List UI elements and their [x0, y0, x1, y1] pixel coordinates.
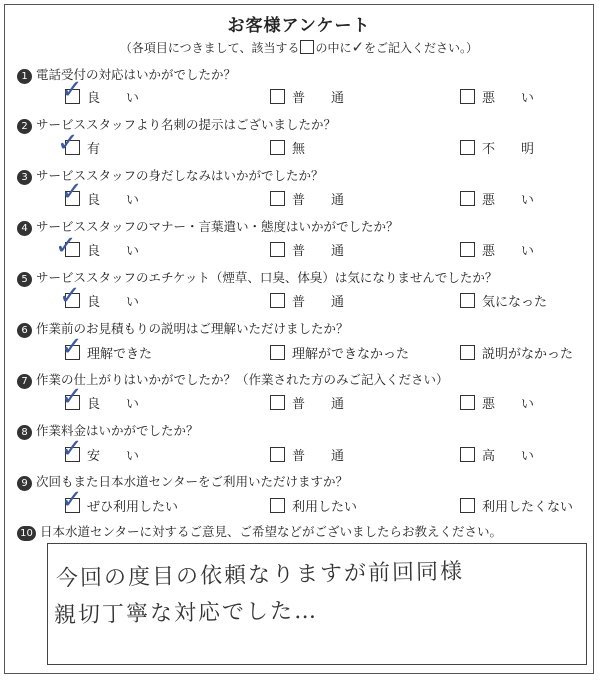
checkbox[interactable] — [270, 293, 285, 308]
checkbox[interactable] — [270, 242, 285, 257]
form-title: お客様アンケート — [227, 16, 371, 36]
checkbox[interactable] — [65, 395, 80, 410]
option-q3-average[interactable]: 普 通 — [270, 189, 344, 208]
option-q1-good[interactable]: 良 い — [65, 87, 139, 106]
checkbox[interactable] — [460, 447, 475, 462]
question-number-badge: 3 — [17, 170, 32, 185]
handwritten-check-icon: ✓ — [57, 128, 79, 158]
option-q5-average[interactable]: 普 通 — [270, 291, 344, 310]
option-q5-bothered[interactable]: 気になった — [460, 291, 547, 310]
checkbox[interactable] — [270, 498, 285, 513]
option-q8-cheap[interactable]: 安 い — [65, 445, 139, 464]
checkbox[interactable] — [270, 447, 285, 462]
option-q2-yes[interactable]: 有 — [65, 138, 100, 157]
question-number-badge: 10 — [17, 526, 36, 541]
option-q6-no-explanation[interactable]: 説明がなかった — [460, 343, 573, 362]
option-q7-good[interactable]: 良 い — [65, 393, 139, 412]
handwritten-check-icon: ✓ — [61, 382, 83, 412]
handwritten-check-icon: ✓ — [61, 485, 83, 515]
checkbox[interactable] — [65, 89, 80, 104]
option-q8-average[interactable]: 普 通 — [270, 445, 344, 464]
example-check-icon: ✓ — [351, 38, 365, 56]
handwritten-check-icon: ✓ — [59, 281, 81, 311]
question-5: 5 サービススタッフのエチケット（煙草、口臭、体臭）は気になりませんでしたか？ — [17, 268, 497, 287]
checkbox[interactable] — [270, 191, 285, 206]
question-number-badge: 2 — [17, 119, 32, 134]
question-number-badge: 7 — [17, 374, 32, 389]
question-number-badge: 9 — [17, 476, 32, 491]
checkbox[interactable] — [65, 345, 80, 360]
checkbox[interactable] — [65, 447, 80, 462]
option-q5-good[interactable]: 良 い — [65, 291, 139, 310]
option-q2-unknown[interactable]: 不 明 — [460, 138, 534, 157]
option-q1-average[interactable]: 普 通 — [270, 87, 344, 106]
option-q7-bad[interactable]: 悪 い — [460, 393, 534, 412]
checkbox[interactable] — [65, 293, 80, 308]
checkbox[interactable] — [270, 395, 285, 410]
checkbox[interactable] — [65, 242, 80, 257]
option-q1-bad[interactable]: 悪 い — [460, 87, 534, 106]
handwritten-check-icon: ✓ — [61, 177, 83, 207]
question-10: 10 日本水道センターに対するご意見、ご希望などがございましたらお教えください。 — [17, 522, 502, 541]
option-q3-good[interactable]: 良 い — [65, 189, 139, 208]
question-number-badge: 4 — [17, 221, 32, 236]
option-q9-yes[interactable]: 利用したい — [270, 496, 357, 515]
checkbox[interactable] — [460, 140, 475, 155]
comment-textarea[interactable] — [47, 543, 587, 665]
question-9: 9 次回もまた日本水道センターをご利用いただけますか？ — [17, 472, 348, 491]
option-q4-good[interactable]: 良 い — [65, 240, 139, 259]
checkbox[interactable] — [270, 345, 285, 360]
survey-form — [4, 4, 594, 674]
handwritten-check-icon: ✓ — [55, 231, 77, 261]
option-q4-average[interactable]: 普 通 — [270, 240, 344, 259]
option-q9-no[interactable]: 利用したくない — [460, 496, 573, 515]
checkbox[interactable] — [460, 191, 475, 206]
question-6: 6 作業前のお見積もりの説明はご理解いただけましたか？ — [17, 319, 349, 338]
option-q6-not-understood[interactable]: 理解ができなかった — [270, 343, 409, 362]
handwritten-check-icon: ✓ — [61, 75, 83, 105]
checkbox[interactable] — [270, 89, 285, 104]
handwritten-comment-line-2: 親切丁寧な対応でした… — [53, 598, 319, 629]
question-2: 2 サービススタッフより名刺の提示はございましたか？ — [17, 115, 336, 134]
question-number-badge: 1 — [17, 69, 32, 84]
checkbox[interactable] — [270, 140, 285, 155]
checkbox[interactable] — [460, 293, 475, 308]
option-q6-understood[interactable]: 理解できた — [65, 343, 152, 362]
checkbox[interactable] — [460, 89, 475, 104]
option-q8-expensive[interactable]: 高 い — [460, 445, 534, 464]
option-q9-definitely[interactable]: ぜひ利用したい — [65, 496, 178, 515]
instruction-text: （各項目につきまして、該当する の中に✓をご記入ください。） — [119, 38, 479, 56]
question-number-badge: 6 — [17, 323, 32, 338]
checkbox[interactable] — [460, 345, 475, 360]
question-7: 7 作業の仕上がりはいかがでしたか？（作業された方のみご記入ください） — [17, 370, 449, 389]
example-checkbox-icon — [300, 40, 314, 54]
question-number-badge: 8 — [17, 425, 32, 440]
question-1: 1 電話受付の対応はいかがでしたか？ — [17, 65, 236, 84]
question-4: 4 サービススタッフのマナー・言葉遣い・態度はいかがでしたか？ — [17, 217, 399, 236]
question-number-badge: 5 — [17, 272, 32, 287]
handwritten-comment-line-1: 今回の度目の依頼なりますが前回同様 — [55, 559, 465, 592]
question-3: 3 サービススタッフの身だしなみはいかがでしたか？ — [17, 166, 324, 185]
handwritten-check-icon: ✓ — [61, 332, 83, 362]
option-q2-no[interactable]: 無 — [270, 138, 305, 157]
checkbox[interactable] — [460, 242, 475, 257]
option-q4-bad[interactable]: 悪 い — [460, 240, 534, 259]
checkbox[interactable] — [65, 191, 80, 206]
option-q3-bad[interactable]: 悪 い — [460, 189, 534, 208]
question-8: 8 作業料金はいかがでしたか？ — [17, 421, 199, 440]
checkbox[interactable] — [65, 140, 80, 155]
checkbox[interactable] — [65, 498, 80, 513]
option-q7-average[interactable]: 普 通 — [270, 393, 344, 412]
checkbox[interactable] — [460, 498, 475, 513]
handwritten-check-icon: ✓ — [61, 434, 83, 464]
checkbox[interactable] — [460, 395, 475, 410]
